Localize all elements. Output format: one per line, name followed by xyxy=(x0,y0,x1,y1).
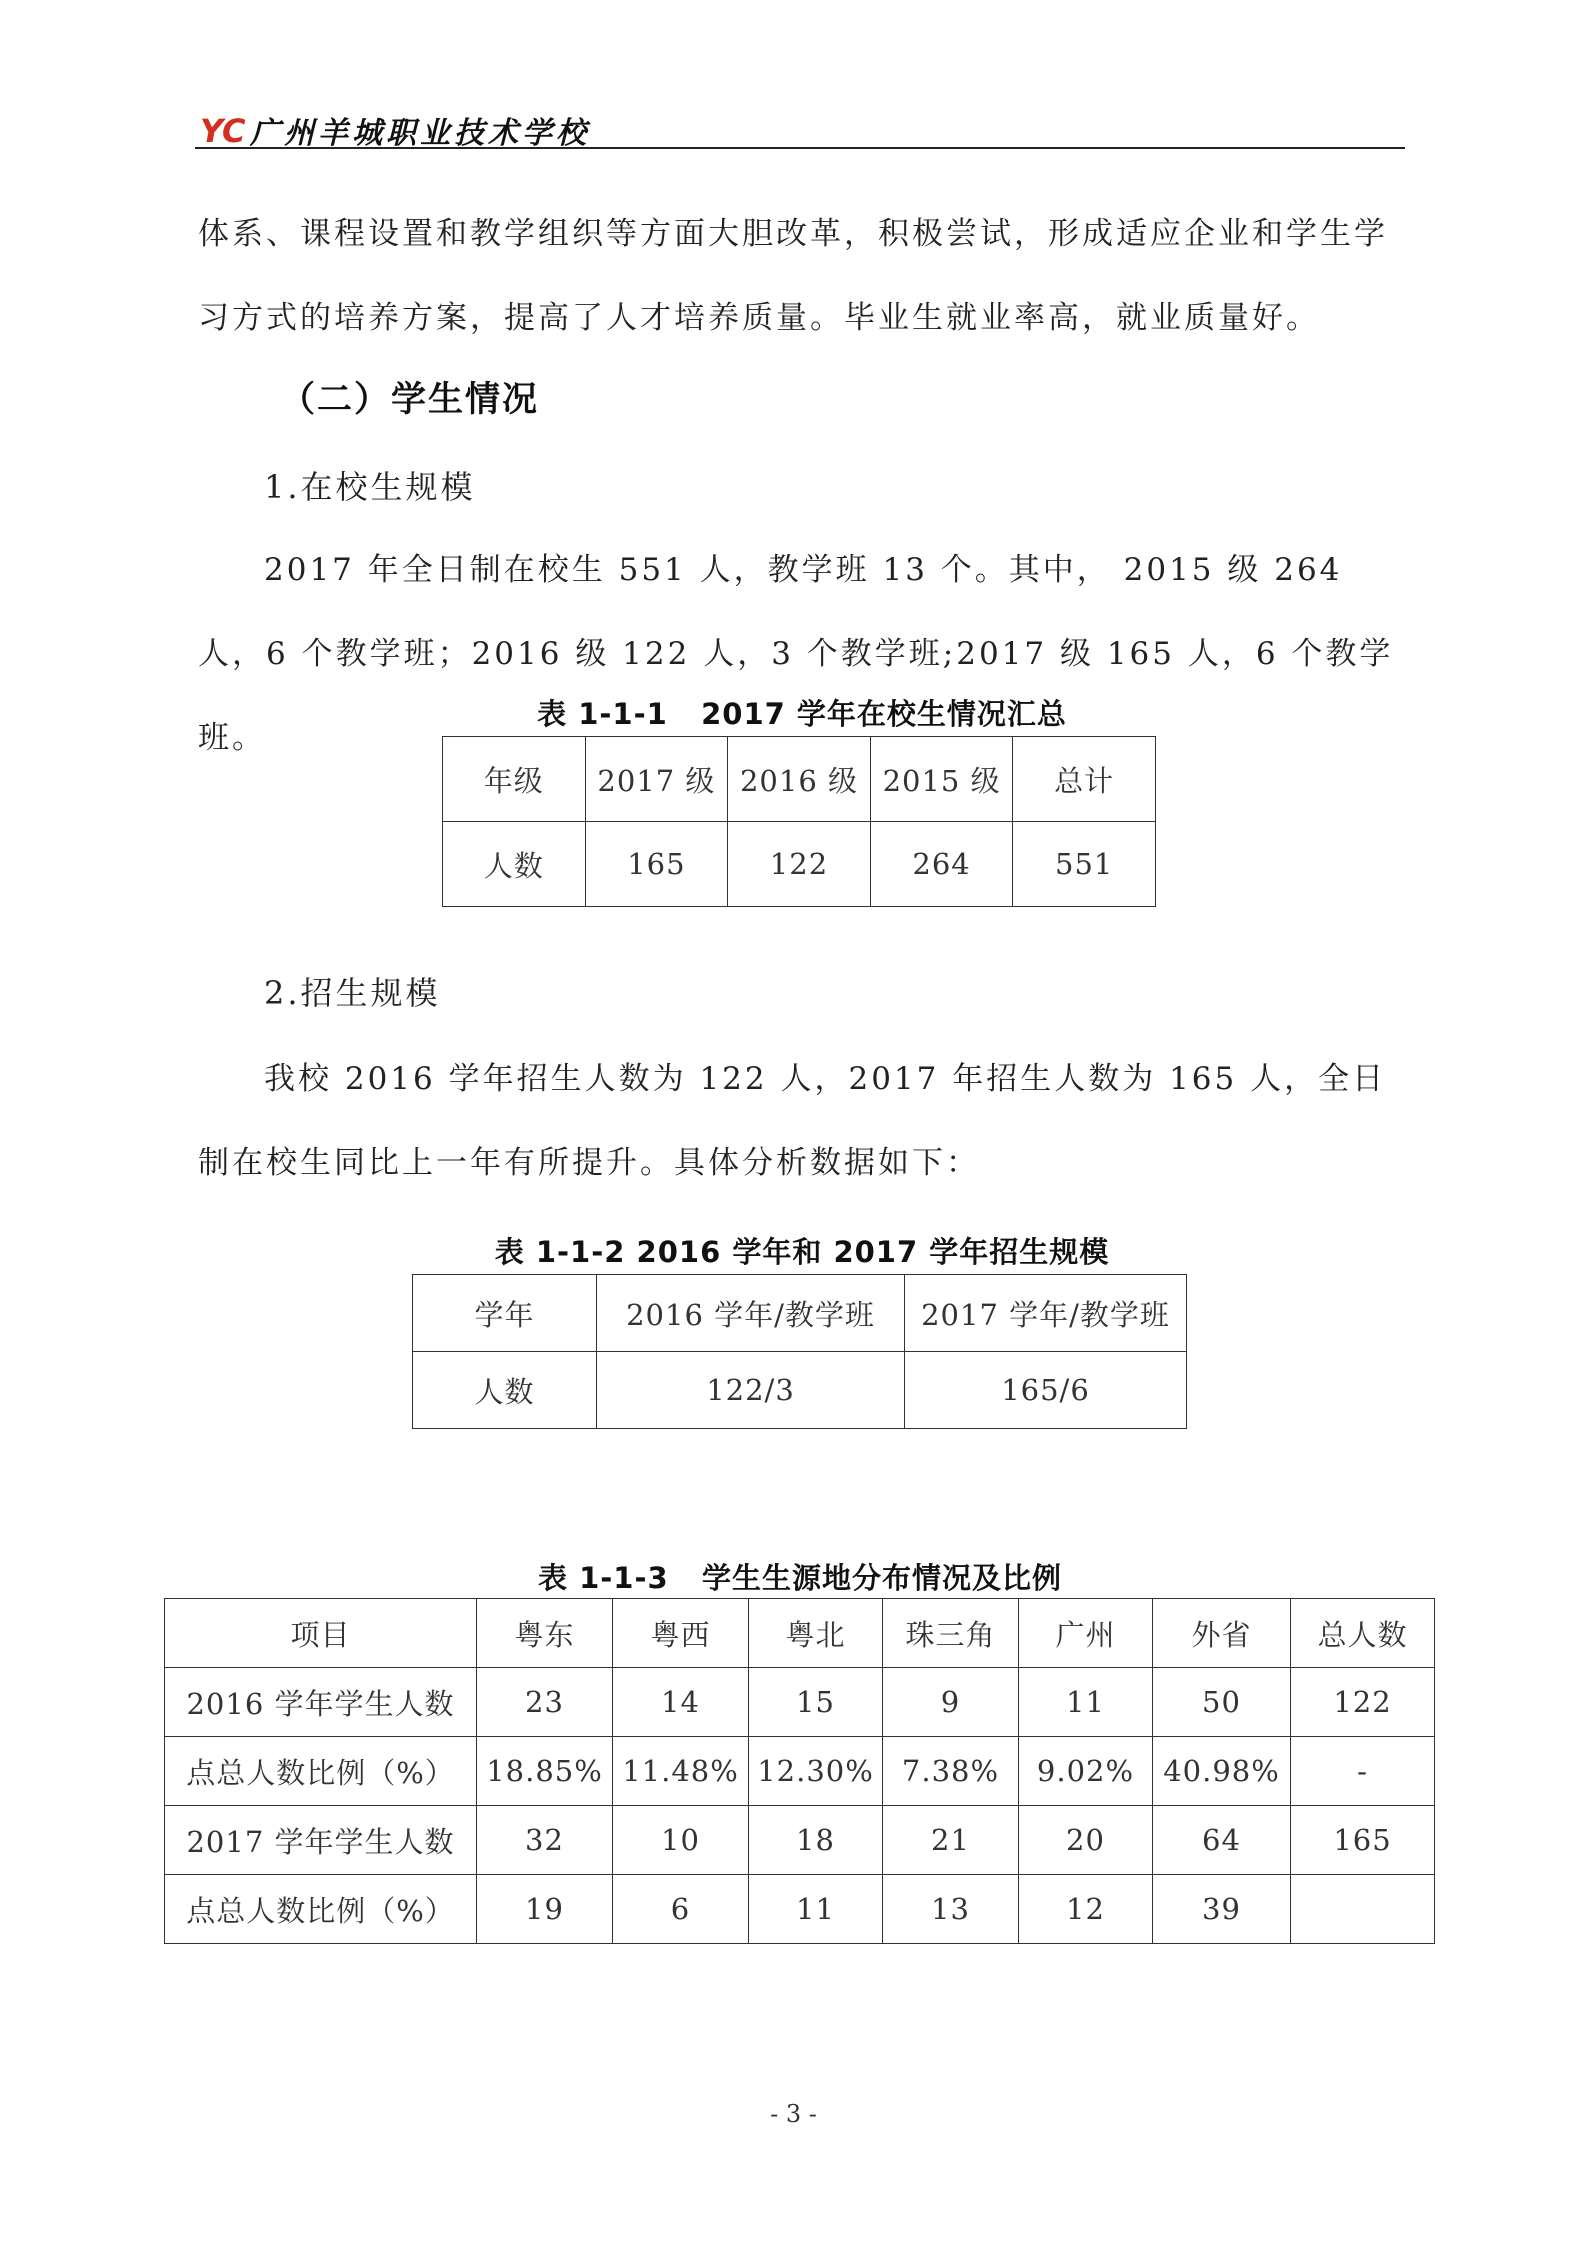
table-cell: 粤东 xyxy=(477,1599,613,1668)
table-cell: 人数 xyxy=(413,1352,597,1429)
table2-caption: 表 1-1-2 2016 学年和 2017 学年招生规模 xyxy=(494,1235,1110,1269)
table-header-row xyxy=(443,737,1156,822)
table-cell: 23 xyxy=(477,1668,613,1737)
table-cell: 264 xyxy=(870,822,1013,907)
table-cell: 19 xyxy=(477,1875,613,1944)
table-cell: 13 xyxy=(883,1875,1019,1944)
admissions-paragraph: 我校 2016 学年招生人数为 122 人，2017 年招生人数为 165 人，全日制在校生同比上一年有所提升。具体分析数据如下： xyxy=(198,1061,1387,1181)
table-cell: 点总人数比例（%） xyxy=(165,1875,477,1944)
enrollment-paragraph: 2017 年全日制在校生 551 人，教学班 13 个。其中， 2015 级 264 人，6 个教学班；2016 级 122 人，3 个教学班;2017 级 165 人，6 个教学班。 xyxy=(198,552,1394,756)
table-cell: 点总人数比例（%） xyxy=(165,1737,477,1806)
table-cell: 6 xyxy=(613,1875,749,1944)
table-cell: 总人数 xyxy=(1291,1599,1435,1668)
table-cell: 165 xyxy=(585,822,728,907)
table-cell: 11 xyxy=(749,1875,883,1944)
section-heading: （二）学生情况 xyxy=(280,380,540,420)
table-cell: 2017 学年/教学班 xyxy=(905,1275,1187,1352)
subsection-heading-enrollment: 1.在校生规模 xyxy=(264,468,476,506)
table-cell: 7.38% xyxy=(883,1737,1019,1806)
table-cell: 50 xyxy=(1153,1668,1291,1737)
table-cell: 18.85% xyxy=(477,1737,613,1806)
table-cell: 122 xyxy=(728,822,871,907)
table3-caption: 表 1-1-3 学生生源地分布情况及比例 xyxy=(538,1561,1062,1595)
table-cell: 32 xyxy=(477,1806,613,1875)
table-cell: 11.48% xyxy=(613,1737,749,1806)
table-enrollment-summary xyxy=(442,736,1156,907)
table-cell: 年级 xyxy=(443,737,586,822)
table-cell: 122/3 xyxy=(597,1352,905,1429)
table-cell: 64 xyxy=(1153,1806,1291,1875)
table-cell: 10 xyxy=(613,1806,749,1875)
table-row xyxy=(165,1875,1435,1944)
table-cell: 12 xyxy=(1019,1875,1153,1944)
table-header-row xyxy=(165,1599,1435,1668)
table-cell: 人数 xyxy=(443,822,586,907)
table-cell: 165/6 xyxy=(905,1352,1187,1429)
intro-paragraph: 体系、课程设置和教学组织等方面大胆改革，积极尝试，形成适应企业和学生学习方式的培养方案，提高了人才培养质量。毕业生就业率高，就业质量好。 xyxy=(198,216,1388,336)
table-cell: 粤西 xyxy=(613,1599,749,1668)
table-cell: 2015 级 xyxy=(870,737,1013,822)
table-cell: 12.30% xyxy=(749,1737,883,1806)
header-divider xyxy=(195,147,1405,149)
table-cell: 15 xyxy=(749,1668,883,1737)
table-cell: 2016 学年学生人数 xyxy=(165,1668,477,1737)
table-cell: 165 xyxy=(1291,1806,1435,1875)
header-school-name: 广州羊城职业技术学校 xyxy=(250,116,590,151)
table-cell: 2016 学年/教学班 xyxy=(597,1275,905,1352)
table-admissions-scale xyxy=(412,1274,1187,1429)
school-logo xyxy=(200,112,250,148)
table-cell: 14 xyxy=(613,1668,749,1737)
logo-text: YC xyxy=(200,112,246,148)
table-row xyxy=(443,822,1156,907)
table-row xyxy=(165,1737,1435,1806)
table-cell: 551 xyxy=(1013,822,1156,907)
table-header-row xyxy=(413,1275,1187,1352)
table-cell: 122 xyxy=(1291,1668,1435,1737)
table-cell: 9 xyxy=(883,1668,1019,1737)
subsection-heading-admissions: 2.招生规模 xyxy=(264,974,441,1012)
table-cell: 18 xyxy=(749,1806,883,1875)
table-cell: 39 xyxy=(1153,1875,1291,1944)
table-cell: 珠三角 xyxy=(883,1599,1019,1668)
table1-caption: 表 1-1-1 2017 学年在校生情况汇总 xyxy=(537,697,1067,731)
table-cell: 40.98% xyxy=(1153,1737,1291,1806)
table-cell: 总计 xyxy=(1013,737,1156,822)
table-cell: 广州 xyxy=(1019,1599,1153,1668)
page-number: - 3 - xyxy=(770,2100,817,2128)
table-cell: 11 xyxy=(1019,1668,1153,1737)
table-cell: 粤北 xyxy=(749,1599,883,1668)
table-cell: 学年 xyxy=(413,1275,597,1352)
table-cell: 21 xyxy=(883,1806,1019,1875)
table-cell: - xyxy=(1291,1737,1435,1806)
table-cell: 9.02% xyxy=(1019,1737,1153,1806)
table-cell: 2017 级 xyxy=(585,737,728,822)
table-cell: 外省 xyxy=(1153,1599,1291,1668)
table-cell: 2017 学年学生人数 xyxy=(165,1806,477,1875)
table-cell: 2016 级 xyxy=(728,737,871,822)
table-row xyxy=(165,1668,1435,1737)
table-cell: 20 xyxy=(1019,1806,1153,1875)
table-student-origin xyxy=(164,1598,1435,1944)
table-row xyxy=(165,1806,1435,1875)
table-row xyxy=(413,1352,1187,1429)
table-cell: 项目 xyxy=(165,1599,477,1668)
table-cell xyxy=(1291,1875,1435,1944)
